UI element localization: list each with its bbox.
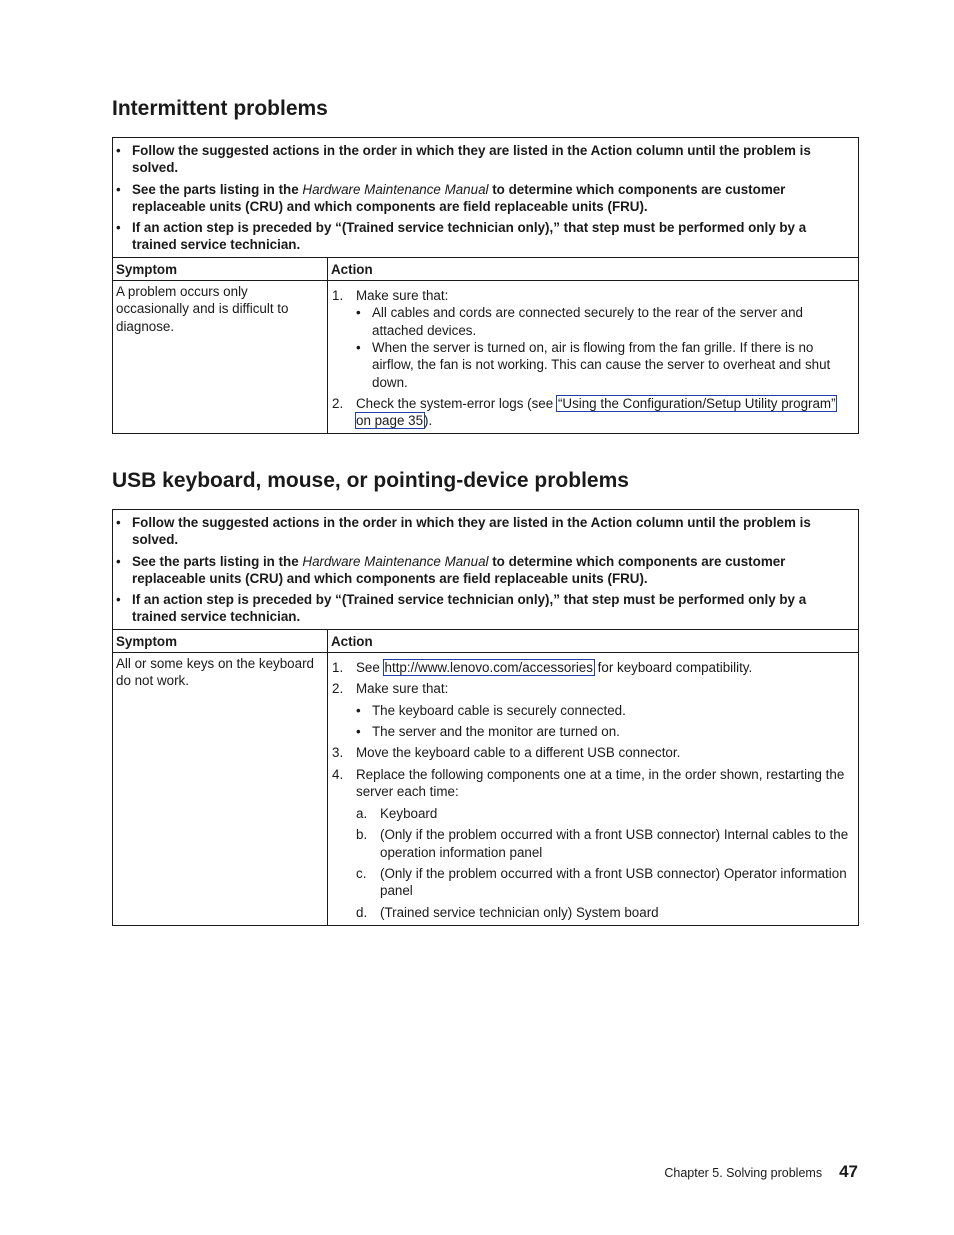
action-step: 2. Make sure that: (332, 681, 449, 697)
page-footer (664, 1162, 858, 1182)
table-row (113, 653, 859, 926)
action-step: 1. Make sure that: (332, 288, 449, 304)
action-cell (328, 281, 859, 434)
bullet-icon: • (116, 220, 121, 236)
action-substep: • When the server is turned on, air is flowing from the fan grille. If there is no airflow, the fan is not working. This can cause the server to overheat and shut down. (356, 339, 831, 390)
bullet-icon: • (356, 723, 361, 739)
bullet-icon: • (356, 305, 361, 321)
action-step: 4. Replace the following components one at a time, in the order shown, restarting the server each time: (332, 766, 845, 799)
action-step: 3. Move the keyboard cable to a different USB connector. (332, 745, 681, 761)
symptom-header: Symptom (113, 257, 328, 280)
action-header: Action (328, 629, 859, 652)
action-subitem: b. (Only if the problem occurred with a front USB connector) Internal cables to the operation information panel (356, 827, 849, 860)
action-substep: • The keyboard cable is securely connected. (356, 702, 626, 718)
action-header: Action (328, 257, 859, 280)
note-item: • If an action step is preceded by “(Trained service technician only),” that step must be performed only by a trained service technician. (116, 592, 807, 625)
action-substep: • The server and the monitor are turned on. (356, 723, 620, 739)
symptom-header: Symptom (113, 629, 328, 652)
bullet-icon: • (116, 181, 121, 197)
note-item: • See the parts listing in the Hardware Maintenance Manual to determine which components are customer replaceable units (CRU) and which components are field replaceable units (FRU). (116, 553, 786, 586)
bullet-icon: • (116, 143, 121, 158)
action-step: 2. Check the system-error logs (see “Using the Configuration/Setup Utility program” on page 35). (332, 395, 836, 429)
page-number: 47 (839, 1162, 858, 1181)
action-substep: • All cables and cords are connected securely to the rear of the server and attached devices. (356, 305, 803, 338)
note-item: • See the parts listing in the Hardware Maintenance Manual to determine which components are customer replaceable units (CRU) and which components are field replaceable units (FRU). (116, 181, 786, 214)
symptom-cell: A problem occurs only occasionally and is difficult to diagnose. (113, 281, 328, 434)
note-item: • If an action step is preceded by “(Trained service technician only),” that step must be performed only by a trained service technician. (116, 220, 807, 253)
note-item: • Follow the suggested actions in the order in which they are listed in the Action column until the problem is solved. (116, 143, 811, 176)
notes-cell (113, 510, 859, 630)
note-item: • Follow the suggested actions in the order in which they are listed in the Action column until the problem is solved. (116, 515, 811, 548)
table-notes-row (113, 510, 859, 630)
symptom-cell: All or some keys on the keyboard do not work. (113, 653, 328, 926)
bullet-icon: • (356, 339, 361, 355)
action-subitem: d. (Trained service technician only) System board (356, 904, 659, 920)
chapter-label: Chapter 5. Solving problems (664, 1166, 823, 1180)
table-header-row (113, 257, 859, 280)
bullet-icon: • (116, 592, 121, 608)
bullet-icon: • (116, 515, 121, 530)
action-subitem: c. (Only if the problem occurred with a front USB connector) Operator information panel (356, 866, 847, 899)
table-header-row (113, 629, 859, 652)
action-cell (328, 653, 859, 926)
action-subitem: a. Keyboard (356, 806, 438, 822)
lenovo-accessories-link[interactable]: http://www.lenovo.com/accessories (384, 660, 593, 676)
section-title-usb: USB keyboard, mouse, or pointing-device problems (112, 469, 629, 492)
intermittent-problems-table (112, 137, 859, 434)
bullet-icon: • (356, 702, 361, 718)
action-step: 1. See http://www.lenovo.com/accessories for keyboard compatibility. (332, 660, 753, 676)
section-title-intermittent: Intermittent problems (112, 97, 328, 120)
table-notes-row (113, 138, 859, 258)
notes-cell (113, 138, 859, 258)
config-utility-link[interactable]: “Using the Configuration/Setup Utility program” on page 35 (356, 395, 836, 429)
bullet-icon: • (116, 553, 121, 569)
usb-problems-table (112, 509, 859, 926)
table-row (113, 281, 859, 434)
